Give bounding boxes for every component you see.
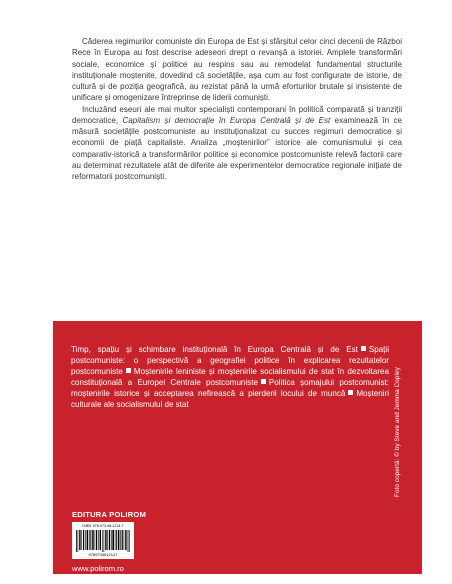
cover-blurb [72,36,402,182]
contents-item: Spații postcomuniste: o perspectivă a geografiei politice în explicarea rezultatelor postcomuniste [71,345,389,376]
table-of-contents [71,345,389,410]
blurb-paragraph-1: Căderea regimurilor comuniste din Europa de Est și sfârșitul celor cinci decenii de Război Rece în Europa au fost descrise adeseori drept o revanșă a istoriei. Amplele transformări sociale, economice și politice au respins sau au remodelat fundamental structurile instituționale moștenite, dovedind că societățile, așa cum au fost configurate de istorie, de cultură și de poziția geografică, au rezistat până la urmă eforturilor brutale și insistente de unificare și omogenizare întreprinse de liderii comuniști. [72,37,402,103]
bullet-square-icon [361,346,366,351]
bullet-square-icon [348,390,353,395]
blurb-p2-intro: Incluzând eseuri ale mai multor specialiști contemporani în politică comparată și tranziții democratice, [72,104,402,125]
contents-item: Moșteniri culturale ale socialismului de stat [71,388,389,409]
publisher-name: EDITURA POLIROM [72,510,147,519]
barcode [72,522,134,559]
barcode-digits: 9789734612147 [88,552,118,557]
bullet-square-icon [126,368,131,373]
barcode-bars [75,530,131,552]
contents-item: Politica șomajului postcomunist: moștenirile istorice și acceptarea nefirească a pierderii locului de muncă [71,377,389,398]
blurb-p2-rest: examinează în ce măsură societățile postcomuniste au instituționalizat cu succes regimuri democratice și economii de piață capitaliste. Analiza „moștenirilor” istorice ale comunismului și cea comparativ-istorică a transformărilor politice și economice postcomuniste relevă factorii care au determinat rezultatele atât de diferite ale experimentelor democratice regionale inițiate de reformatorii postcomuniști. [72,115,403,181]
cover-top-panel [53,7,422,321]
book-title-italic: Capitalism și democrație în Europa Centrală și de Est [122,115,331,125]
isbn-label: ISBN: 978-973-46-1214-7 [82,524,124,528]
contents-item: Moștenirile leniniste și moștenirile socialismului de stat în dezvoltarea constituțională a Europei Centrale postcomuniste [71,366,389,387]
bullet-square-icon [261,379,266,384]
book-back-cover [53,7,422,574]
publisher-website[interactable]: www.polirom.ro [72,564,124,573]
photo-credit: Foto copertă: © by Steve and Jemma Copley [394,367,401,497]
cover-red-panel [53,321,422,574]
contents-item: Timp, spațiu și schimbare instituțională în Europa Centrală și de Est [71,345,358,354]
blurb-paragraph-2 [72,104,402,183]
